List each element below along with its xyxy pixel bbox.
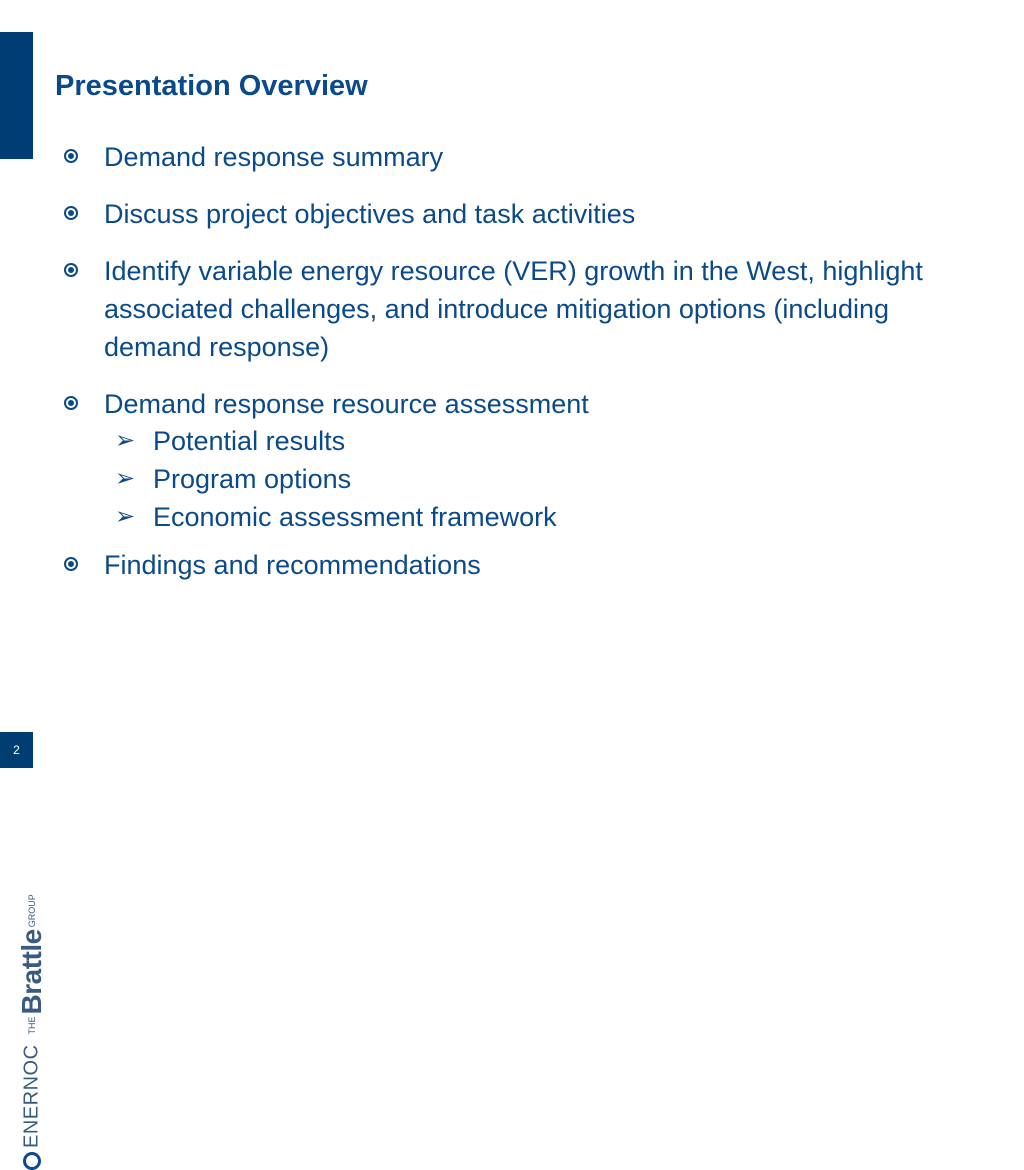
brattle-the-text: THE: [27, 1016, 37, 1035]
radio-bullet-icon: [64, 149, 78, 163]
enernoc-logo-text: ENERNOC: [20, 1044, 43, 1148]
arrowhead-bullet-icon: ➢: [115, 503, 136, 530]
radio-bullet-icon: [64, 557, 78, 571]
radio-bullet-icon: [64, 206, 78, 220]
radio-bullet-icon: [64, 263, 78, 277]
arrowhead-bullet-icon: ➢: [115, 465, 136, 492]
bullet-item: [104, 195, 964, 233]
sub-bullet-text: Potential results: [153, 426, 346, 456]
arrowhead-bullet-icon: ➢: [115, 427, 136, 454]
sub-bullet-item: [115, 422, 346, 460]
slide-title: Presentation Overview: [55, 70, 368, 102]
sub-bullet-text: Economic assessment framework: [153, 502, 557, 532]
sub-bullet-item: [115, 498, 557, 536]
bullet-text: Demand response resource assessment: [104, 389, 589, 419]
bullet-item: [104, 252, 964, 366]
bullet-text: Discuss project objectives and task activities: [104, 199, 636, 229]
sub-bullet-text: Program options: [153, 464, 352, 494]
brattle-logo-text: Brattle: [16, 929, 47, 1015]
brattle-group-text: GROUP: [27, 894, 37, 928]
sponsor-logos: [16, 894, 48, 1170]
bullet-text: Findings and recommendations: [104, 550, 481, 580]
bullet-item: [104, 546, 964, 584]
sub-bullet-item: [115, 460, 352, 498]
bullet-text: Demand response summary: [104, 142, 444, 172]
page-number: 2: [0, 732, 33, 768]
logo-strip: [0, 450, 47, 1148]
bullet-item: [104, 138, 964, 176]
bullet-text: Identify variable energy resource (VER) growth in the West, highlight associated challenges, and introduce mitigation options (including demand response): [104, 256, 923, 362]
bullet-item: [104, 385, 964, 423]
radio-bullet-icon: [64, 396, 78, 410]
enernoc-logo-icon: [23, 1152, 41, 1170]
